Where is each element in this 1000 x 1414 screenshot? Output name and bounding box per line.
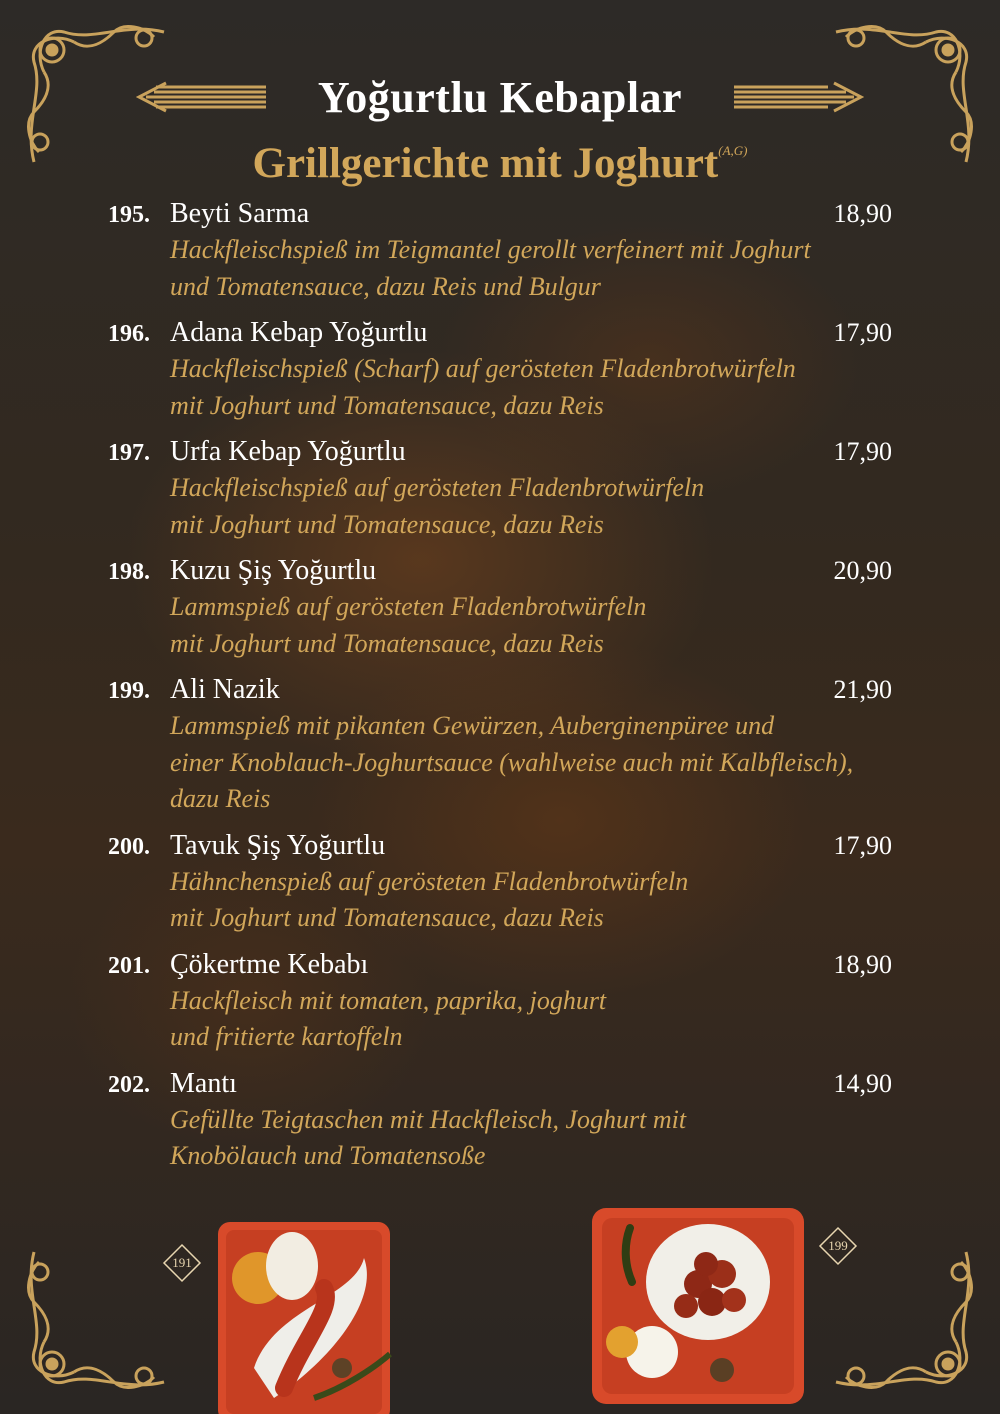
menu-item-header — [108, 436, 892, 470]
description-line: mit Joghurt und Tomatensauce, dazu Reis — [170, 509, 604, 539]
item-name: Mantı — [170, 1067, 237, 1099]
badge-number: 199 — [828, 1238, 848, 1253]
item-description — [170, 470, 880, 543]
item-name: Urfa Kebap Yoğurtlu — [170, 436, 406, 467]
page-title: Yoğurtlu Kebaplar — [317, 73, 683, 122]
item-name: Ali Nazik — [170, 674, 280, 705]
item-number: 197. — [108, 440, 150, 466]
menu-item-header — [108, 949, 892, 983]
item-price: 17,90 — [833, 437, 892, 466]
item-name: Tavuk Şiş Yoğurtlu — [170, 829, 386, 861]
menu-item — [108, 674, 892, 818]
menu-item — [108, 949, 892, 1056]
menu-list — [108, 198, 892, 1187]
allergen-note: (A,G) — [718, 143, 748, 158]
item-price: 18,90 — [833, 199, 892, 228]
item-price: 17,90 — [833, 830, 892, 860]
plate-photo-ali-nazik — [588, 1204, 808, 1408]
description-line: mit Joghurt und Tomatensauce, dazu Reis — [170, 390, 604, 420]
item-number: 196. — [108, 321, 150, 347]
item-price: 18,90 — [833, 949, 892, 979]
description-line: Hähnchenspieß auf gerösteten Fladenbrotwürfeln — [170, 866, 689, 896]
item-description — [170, 983, 880, 1056]
item-description — [170, 708, 880, 818]
menu-item — [108, 317, 892, 424]
item-price: 14,90 — [833, 1068, 892, 1098]
item-name: Beyti Sarma — [170, 198, 310, 229]
description-line: Knobölauch und Tomatensoße — [170, 1141, 486, 1170]
item-description — [170, 351, 880, 424]
item-number: 199. — [108, 678, 150, 704]
menu-item — [108, 555, 892, 662]
menu-item — [108, 198, 892, 305]
photo-badge-191 — [162, 1243, 202, 1283]
item-name: Kuzu Şiş Yoğurtlu — [170, 555, 377, 586]
item-description — [170, 589, 880, 662]
description-line: Gefüllte Teigtaschen mit Hackfleisch, Joghurt mit — [170, 1104, 687, 1134]
item-number: 200. — [108, 833, 150, 860]
subtitle-text: Grillgerichte mit Joghurt — [252, 140, 719, 187]
menu-item — [108, 436, 892, 543]
menu-item — [108, 1068, 892, 1175]
plate-photo-beyti — [214, 1218, 394, 1414]
description-line: und fritierte kartoffeln — [170, 1022, 403, 1051]
item-name: Adana Kebap Yoğurtlu — [170, 317, 428, 348]
menu-item — [108, 830, 892, 937]
description-line: einer Knoblauch-Joghurtsauce (wahlweise auch mit Kalbfleisch), — [170, 747, 854, 777]
menu-item-header — [108, 1068, 892, 1102]
page-subtitle — [0, 124, 1000, 191]
description-line: mit Joghurt und Tomatensauce, dazu Reis — [170, 903, 604, 932]
corner-ornament-bottom-left-icon — [14, 1242, 174, 1402]
item-number: 201. — [108, 952, 150, 979]
item-number: 198. — [108, 559, 150, 585]
item-description — [170, 232, 880, 305]
description-line: Lammspieß auf gerösteten Fladenbrotwürfeln — [170, 592, 647, 621]
item-name: Çökertme Kebabı — [170, 948, 369, 980]
menu-item-header — [108, 674, 892, 708]
description-line: mit Joghurt und Tomatensauce, dazu Reis — [170, 628, 604, 658]
menu-item-header — [108, 555, 892, 589]
item-price: 20,90 — [833, 556, 892, 585]
menu-header — [0, 72, 1000, 191]
photo-badge-199 — [818, 1226, 858, 1266]
menu-item-header — [108, 830, 892, 864]
description-line: Hackfleisch mit tomaten, paprika, joghurt — [170, 985, 607, 1015]
description-line: dazu Reis — [170, 784, 271, 813]
item-number: 195. — [108, 202, 150, 228]
item-description — [170, 864, 880, 937]
description-line: Hackfleischspieß im Teigmantel gerollt verfeinert mit Joghurt — [170, 235, 811, 264]
description-line: Hackfleischspieß auf gerösteten Fladenbrotwürfeln — [170, 473, 705, 502]
item-price: 17,90 — [833, 318, 892, 347]
badge-number: 191 — [172, 1255, 192, 1270]
item-number: 202. — [108, 1071, 150, 1098]
description-line: und Tomatensauce, dazu Reis und Bulgur — [170, 271, 601, 301]
menu-item-header — [108, 317, 892, 351]
description-line: Hackfleischspieß (Scharf) auf gerösteten Fladenbrotwürfeln — [170, 354, 796, 383]
item-description — [170, 1102, 880, 1175]
description-line: Lammspieß mit pikanten Gewürzen, Auberginenpüree und — [170, 711, 775, 740]
item-price: 21,90 — [833, 675, 892, 704]
menu-item-header — [108, 198, 892, 232]
